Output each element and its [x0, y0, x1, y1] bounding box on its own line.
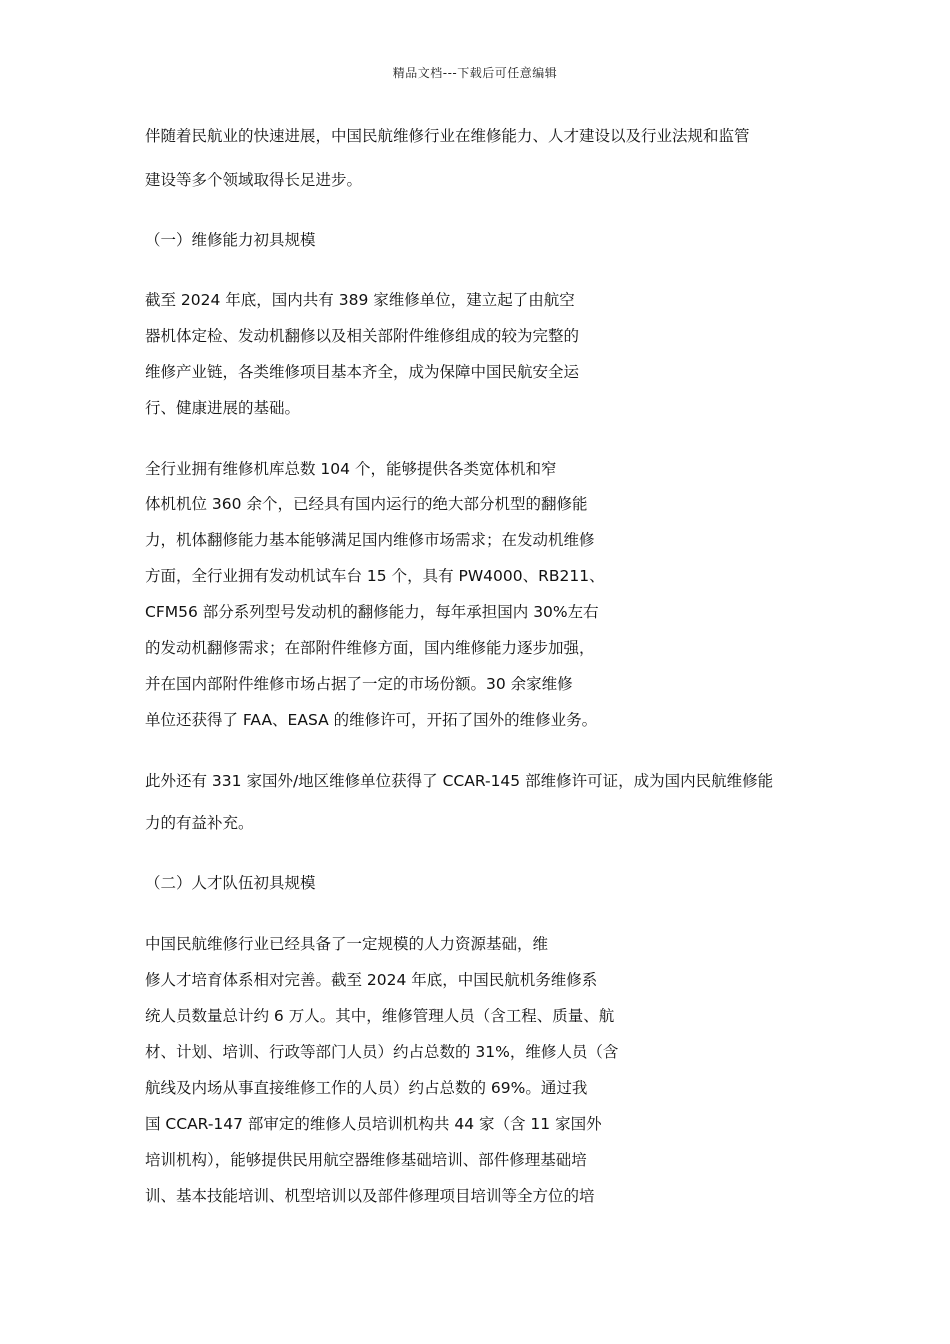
para4-line-1: 中国民航维修行业已经具备了一定规模的人力资源基础，维 [145, 935, 549, 953]
para1-line-4: 行、健康进展的基础。 [145, 399, 301, 417]
intro-line-2: 建设等多个领域取得长足进步。 [145, 171, 363, 189]
section2-heading: （二）人才队伍初具规模 [145, 874, 316, 892]
para4-line-4: 材、计划、培训、行政等部门人员）约占总数的 31%，维修人员（含 [145, 1043, 619, 1061]
para3-line-2: 力的有益补充。 [145, 814, 254, 832]
para1-line-1: 截至 2024 年底，国内共有 389 家维修单位，建立起了由航空 [145, 291, 575, 309]
para2-line-4: 方面，全行业拥有发动机试车台 15 个，具有 PW4000、RB211、 [145, 567, 605, 585]
para4-line-8: 训、基本技能培训、机型培训以及部件修理项目培训等全方位的培 [145, 1187, 595, 1205]
para4-line-2: 修人才培育体系相对完善。截至 2024 年底，中国民航机务维修系 [145, 971, 598, 989]
para2-line-1: 全行业拥有维修机库总数 104 个，能够提供各类宽体机和窄 [145, 460, 557, 478]
para4-line-7: 培训机构），能够提供民用航空器维修基础培训、部件修理基础培 [145, 1151, 587, 1169]
para2-line-2: 体机机位 360 余个，已经具有国内运行的绝大部分机型的翻修能 [145, 495, 588, 513]
para4-line-6: 国 CCAR-147 部审定的维修人员培训机构共 44 家（含 11 家国外 [145, 1115, 602, 1133]
para1-line-2: 器机体定检、发动机翻修以及相关部附件维修组成的较为完整的 [145, 327, 580, 345]
para1-line-3: 维修产业链，各类维修项目基本齐全，成为保障中国民航安全运 [145, 363, 580, 381]
para2-line-6: 的发动机翻修需求；在部附件维修方面，国内维修能力逐步加强， [145, 639, 595, 657]
para2-line-7: 并在国内部附件维修市场占据了一定的市场份额。30 余家维修 [145, 675, 573, 693]
para2-line-8: 单位还获得了 FAA、EASA 的维修许可，开拓了国外的维修业务。 [145, 711, 598, 729]
page-header: 精品文档---下载后可任意编辑 [392, 66, 558, 80]
para4-line-5: 航线及内场从事直接维修工作的人员）约占总数的 69%。通过我 [145, 1079, 588, 1097]
para3-line-1: 此外还有 331 家国外/地区维修单位获得了 CCAR-145 部维修许可证，成为国内民航维修能 [145, 772, 774, 790]
section1-heading: （一）维修能力初具规模 [145, 231, 316, 249]
para2-line-5: CFM56 部分系列型号发动机的翻修能力，每年承担国内 30%左右 [145, 603, 599, 621]
intro-line-1: 伴随着民航业的快速进展，中国民航维修行业在维修能力、人才建设以及行业法规和监管 [145, 127, 750, 145]
para4-line-3: 统人员数量总计约 6 万人。其中，维修管理人员（含工程、质量、航 [145, 1007, 615, 1025]
para2-line-3: 力，机体翻修能力基本能够满足国内维修市场需求；在发动机维修 [145, 531, 595, 549]
